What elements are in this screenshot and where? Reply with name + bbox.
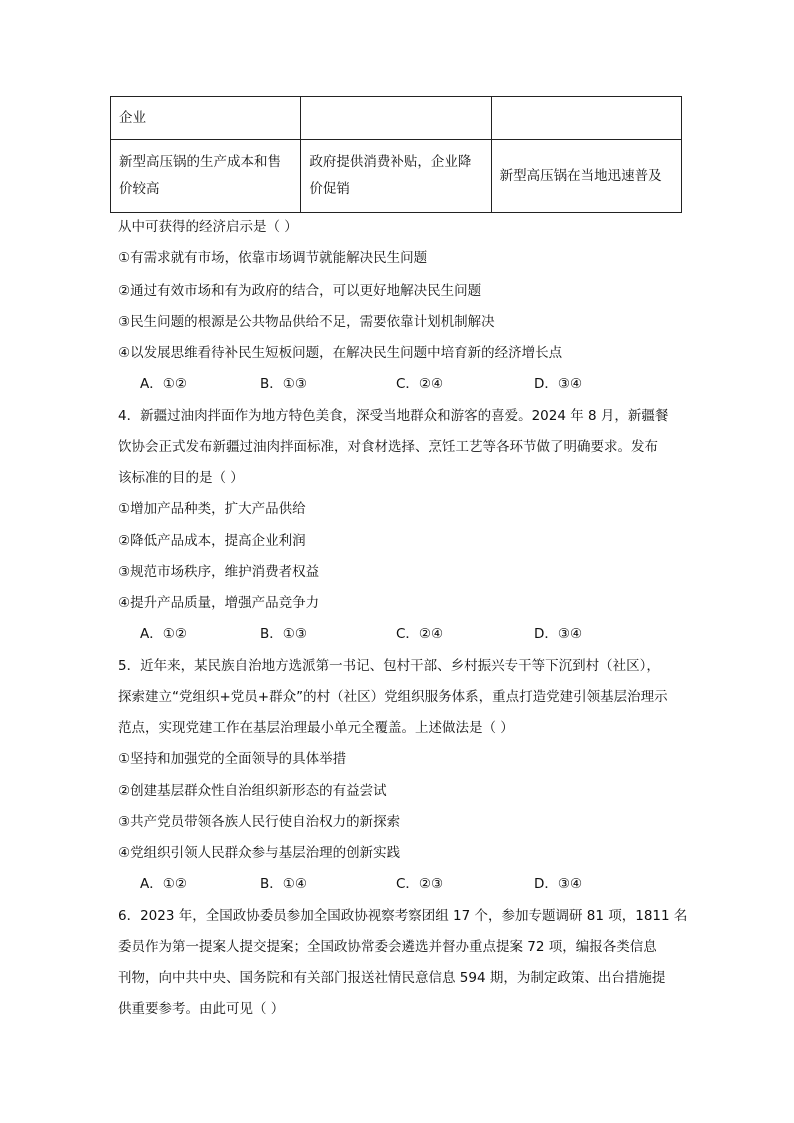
option-c: C．②④ <box>396 376 444 392</box>
cell-line: 政府提供消费补贴，企业降 <box>309 154 472 170</box>
question-stem: 刊物，向中共中央、国务院和有关部门报送社情民意信息 594 期，为制定政策、出台措施提 <box>118 970 666 986</box>
table-cell <box>301 97 491 140</box>
choice-item: ②创建基层群众性自治组织新形态的有益尝试 <box>118 783 387 799</box>
choice-item: ③共产党员带领各族人民行使自治权力的新探索 <box>118 814 401 830</box>
choice-item: ①坚持和加强党的全面领导的具体举措 <box>118 751 347 767</box>
option-a: A．①② <box>140 376 187 392</box>
cell-line: 价促销 <box>309 181 350 197</box>
choice-item: ④提升产品质量，增强产品竞争力 <box>118 595 320 611</box>
option-a: A．①② <box>140 626 187 642</box>
cell-line: 新型高压锅的生产成本和售 <box>119 154 281 170</box>
choice-item: ③民生问题的根源是公共物品供给不足，需要依靠计划机制解决 <box>118 314 495 330</box>
table-cell: 新型高压锅在当地迅速普及 <box>491 140 681 213</box>
table-cell <box>491 97 681 140</box>
choice-item: ①增加产品种类，扩大产品供给 <box>118 501 306 517</box>
table-cell: 企业 <box>111 97 301 140</box>
table-row <box>111 140 682 213</box>
table-cell <box>301 140 491 213</box>
choice-item: ②降低产品成本，提高企业利润 <box>118 533 306 549</box>
answer-options <box>140 874 620 894</box>
question-stem: 该标准的目的是（ ） <box>118 470 244 486</box>
question-stem: 探索建立“党组织+党员+群众”的村（社区）党组织服务体系，重点打造党建引领基层治理示 <box>118 689 668 705</box>
table-cell <box>111 140 301 213</box>
answer-options <box>140 624 620 644</box>
choice-item: ④党组织引领人民群众参与基层治理的创新实践 <box>118 845 401 861</box>
question-stem: 供重要参考。由此可见（ ） <box>118 1001 285 1017</box>
comparison-table <box>110 96 682 213</box>
option-d: D．③④ <box>534 626 583 642</box>
question-stem: 饮协会正式发布新疆过油肉拌面标准，对食材选择、烹饪工艺等各环节做了明确要求。发布 <box>118 439 658 455</box>
question-stem: 从中可获得的经济启示是（ ） <box>118 219 298 235</box>
cell-line: 价较高 <box>119 181 160 197</box>
option-b: B．①③ <box>260 626 307 642</box>
question-stem: 5．近年来，某民族自治地方选派第一书记、包村干部、乡村振兴专干等下沉到村（社区）， <box>118 658 660 674</box>
answer-options <box>140 374 620 394</box>
option-c: C．②④ <box>396 626 444 642</box>
question-stem: 委员作为第一提案人提交提案；全国政协常委会遴选并督办重点提案 72 项，编报各类信息 <box>118 939 657 955</box>
option-b: B．①④ <box>260 876 307 892</box>
option-a: A．①② <box>140 876 187 892</box>
option-b: B．①③ <box>260 376 307 392</box>
choice-item: ③规范市场秩序，维护消费者权益 <box>118 564 320 580</box>
question-stem: 4．新疆过油肉拌面作为地方特色美食，深受当地群众和游客的喜爱。2024 年 8 月，新疆餐 <box>118 408 669 424</box>
choice-item: ④以发展思维看待补民生短板问题，在解决民生问题中培育新的经济增长点 <box>118 345 563 361</box>
question-stem: 6．2023 年，全国政协委员参加全国政协视察考察团组 17 个，参加专题调研 81 项，1811 名 <box>118 908 688 924</box>
table-row <box>111 97 682 140</box>
option-c: C．②③ <box>396 876 444 892</box>
option-d: D．③④ <box>534 376 583 392</box>
choice-item: ①有需求就有市场，依靠市场调节就能解决民生问题 <box>118 250 428 266</box>
question-stem: 范点，实现党建工作在基层治理最小单元全覆盖。上述做法是（ ） <box>118 720 514 736</box>
option-d: D．③④ <box>534 876 583 892</box>
choice-item: ②通过有效市场和有为政府的结合，可以更好地解决民生问题 <box>118 283 482 299</box>
